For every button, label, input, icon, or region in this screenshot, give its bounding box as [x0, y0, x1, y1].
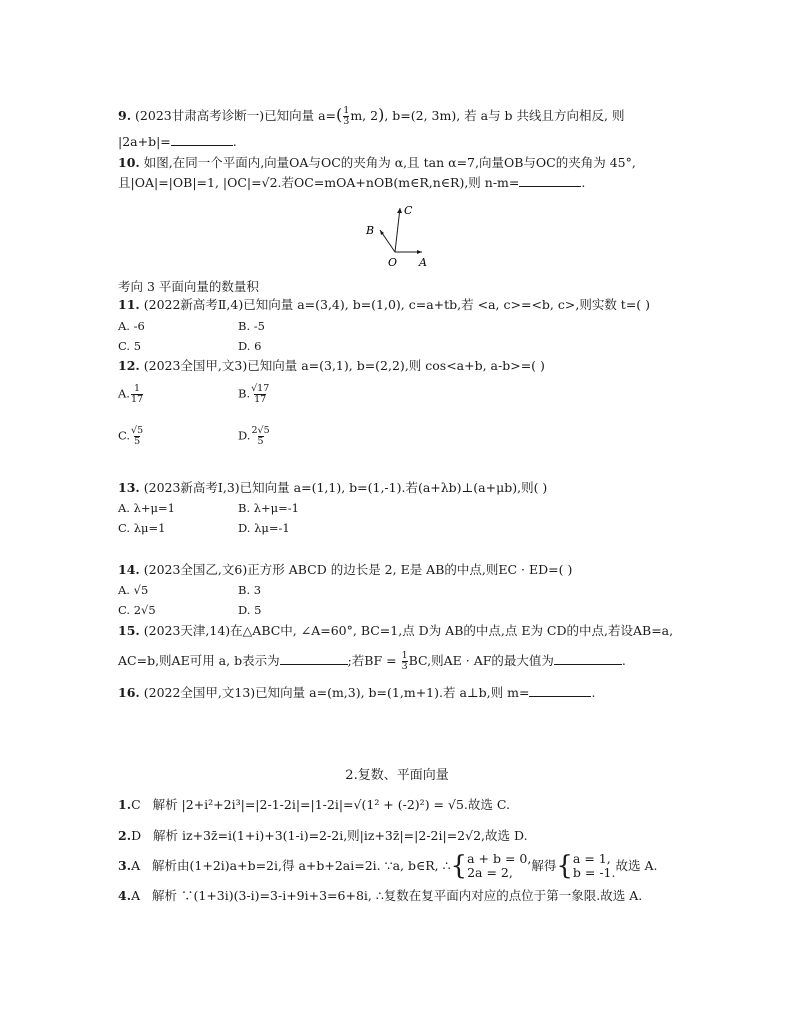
question-10-line2: 且|OA|=|OB|=1, |OC|=√2.若OC=mOA+nOB(m∈R,n∈R),则 n-m= . [118, 175, 586, 190]
question-9-line1: 9. (2023甘肃高考诊断一)已知向量 a=( $\frac{1}{3}$ m, 2), b=(2, 3m), 若 a与 b 共线且方向相反, 则 [118, 105, 625, 127]
question-14: 14. (2023全国乙,文6)正方形 ABCD 的边长是 2, E是 AB的中点,则EC · ED=( ) [118, 562, 573, 577]
section-heading: 考向 3 平面向量的数量积 [118, 279, 259, 294]
option-c[interactable]: C. $\frac{√5}{5}$ [118, 425, 144, 447]
option-a[interactable]: A. λ+μ=1 [118, 501, 175, 515]
option-b[interactable]: B. 3 [238, 583, 262, 597]
question-15-line1: 15. (2023天津,14)在△ABC中, ∠A=60°, BC=1,点 D为 AB的中点,点 E为 CD的中点,若设AB=a, [118, 623, 674, 638]
answer-blank[interactable] [280, 653, 348, 665]
option-d[interactable]: D. 5 [238, 603, 262, 617]
answer-blank[interactable] [171, 134, 233, 146]
question-15-line2: AC=b,则AE可用 a, b表示为 ;若BF = $\frac{1}{3}$ BC,则AE · AF的最大值为 . [118, 650, 626, 672]
option-a[interactable]: A. $\frac{1}{17}$ [118, 383, 144, 405]
question-number: 10. [118, 155, 140, 170]
option-d[interactable]: D. λμ=-1 [238, 521, 290, 535]
question-10-line1: 10. 如图,在同一个平面内,向量OA与OC的夹角为 α,且 tan α=7,向量OB与OC的夹角为 45°, [118, 155, 636, 170]
answers-title: 2.复数、平面向量 [345, 768, 449, 783]
answer-blank[interactable] [519, 175, 581, 187]
question-text: (2023甘肃高考诊断一)已知向量 a= [135, 108, 337, 123]
answer-3: 3.A 解析由(1+2i)a+b=2i,得 a+b+2ai=2i. ∵a, b∈R, ∴{ a + b = 0, 2a = 2, 解得{ a = 1, b = -1. 故选 A. [118, 851, 658, 881]
vector-figure [360, 196, 440, 270]
question-12: 12. (2023全国甲,文3)已知向量 a=(3,1), b=(2,2),则 cos<a+b, a-b>=( ) [118, 358, 545, 373]
question-9-line2: |2a+b|= . [118, 134, 237, 149]
question-number: 9. [118, 108, 132, 123]
label-c: C [404, 204, 413, 217]
question-11: 11. (2022新高考Ⅱ,4)已知向量 a=(3,4), b=(1,0), c=a+tb,若 <a, c>=<b, c>,则实数 t=( ) [118, 297, 651, 312]
label-b: B [366, 224, 375, 237]
question-13: 13. (2023新高考Ⅰ,3)已知向量 a=(1,1), b=(1,-1).若(a+λb)⊥(a+μb),则( ) [118, 480, 548, 495]
option-c[interactable]: C. 2√5 [118, 603, 156, 617]
option-d[interactable]: D. 6 [238, 339, 262, 353]
option-b[interactable]: B. -5 [238, 319, 265, 333]
answer-blank[interactable] [554, 653, 622, 665]
option-a[interactable]: A. -6 [118, 319, 145, 333]
option-b[interactable]: B. $\frac{√17}{17}$ [238, 383, 270, 405]
label-o: O [388, 256, 398, 269]
fraction: $\frac{1}{3}$ [343, 105, 350, 127]
question-16: 16. (2022全国甲,文13)已知向量 a=(m,3), b=(1,m+1).若 a⊥b,则 m= . [118, 685, 596, 700]
label-a: A [419, 256, 427, 269]
answer-1: 1.C 解析 |2+i²+2i³|=|2-1-2i|=|1-2i|=√(1² + (-2)²) = √5.故选 C. [118, 797, 510, 812]
option-a[interactable]: A. √5 [118, 583, 149, 597]
option-c[interactable]: C. λμ=1 [118, 521, 166, 535]
answer-2: 2.D 解析 iz+3z̄=i(1+i)+3(1-i)=2-2i,则|iz+3z̄|=|2-2i|=2√2,故选 D. [118, 828, 528, 843]
option-b[interactable]: B. λ+μ=-1 [238, 501, 299, 515]
answer-blank[interactable] [529, 685, 591, 697]
answer-4: 4.A 解析 ∵(1+3i)(3-i)=3-i+9i+3=6+8i, ∴复数在复平面内对应的点位于第一象限.故选 A. [118, 888, 643, 903]
option-c[interactable]: C. 5 [118, 339, 142, 353]
option-d[interactable]: D. $\frac{2√5}{5}$ [238, 425, 270, 447]
